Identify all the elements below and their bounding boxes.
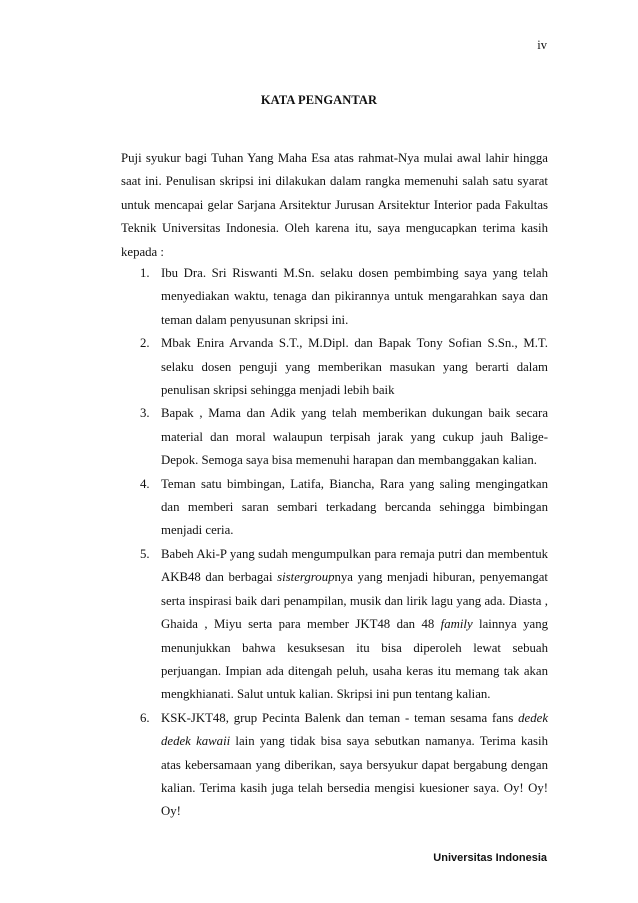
list-item-number: 5. — [140, 546, 150, 561]
list-item-number: 1. — [140, 266, 150, 280]
list-item-text: Bapak , Mama dan Adik yang telah memberikan dukungan baik secara material dan moral walaupun terpisah jarak yang cukup jauh Balige-Depok. Semoga saya bisa memenuhi harapan dan membanggakan kalian. — [161, 406, 548, 468]
list-item — [121, 332, 548, 402]
list-item-number: 6. — [140, 710, 150, 725]
intro-paragraph: Puji syukur bagi Tuhan Yang Maha Esa atas rahmat-Nya mulai awal lahir hingga saat ini. Penulisan skripsi ini dilakukan dalam rangka memenuhi salah satu syarat untuk mencapai gelar Sarjana Arsitektur Jurusan Arsitektur Interior pada Fakultas Teknik Universitas Indonesia. Oleh karena itu, saya mengucapkan terima kasih kepada : — [121, 151, 548, 259]
list-item-number: 2. — [140, 336, 150, 351]
list-item — [121, 262, 548, 332]
list-item-number: 3. — [140, 406, 150, 421]
list-item-text: Teman satu bimbingan, Latifa, Biancha, Rara yang saling mengingatkan dan memberi saran sembari terkadang bercanda sehingga bimbingan menjadi ceria. — [161, 476, 548, 538]
list-item-emphasis: family — [440, 617, 473, 632]
list-item-text: Mbak Enira Arvanda S.T., M.Dipl. dan Bapak Tony Sofian S.Sn., M.T. selaku dosen penguji yang memberikan masukan yang berarti dalam penulisan skripsi sehingga menjadi lebih baik — [161, 336, 548, 398]
list-item-number: 4. — [140, 476, 150, 491]
footer-university: Universitas Indonesia — [433, 852, 547, 864]
list-item-text: Babeh Aki-P yang sudah mengumpulkan para remaja putri dan membentuk AKB48 dan berbagai — [161, 546, 548, 585]
list-item — [121, 402, 548, 472]
acknowledgement-list — [121, 262, 548, 824]
list-item-text: Ibu Dra. Sri Riswanti M.Sn. selaku dosen pembimbing saya yang telah menyediakan waktu, tenaga dan pikirannya untuk mengarahkan saya dan teman dalam penyusunan skripsi ini. — [161, 266, 548, 327]
list-item — [121, 707, 548, 824]
list-item-emphasis: sistergroup — [277, 570, 335, 585]
page-title: KATA PENGANTAR — [260, 93, 378, 107]
list-item-text: nya yang menjadi hiburan, penyemangat serta inspirasi baik dari penampilan, musik dan lirik lagu yang ada. Diasta , Ghaida , Miyu serta para member JKT48 dan 48 — [161, 570, 548, 632]
list-item-emphasis: dedek dedek kawaii — [161, 710, 548, 749]
list-item-text: KSK-JKT48, grup Pecinta Balenk dan teman - teman sesama fans — [161, 710, 519, 725]
list-item — [121, 473, 548, 543]
page-number: iv — [537, 38, 547, 52]
list-item-text: lainnya yang menunjukkan bahwa kesuksesan itu bisa diperoleh lewat sebuah perjuangan. Impian ada ditengah peluh, usaha keras itu memang tak akan mengkhianati. Salut untuk kalian. Skripsi ini pun tentang kalian. — [161, 617, 548, 702]
list-item — [121, 543, 548, 707]
list-item-text: lain yang tidak bisa saya sebutkan namanya. Terima kasih atas kebersamaan yang diberikan, saya bersyukur dapat bergabung dengan kalian. Terima kasih juga telah bersedia mengisi kuesioner saya. Oy! Oy! Oy! — [161, 734, 548, 819]
